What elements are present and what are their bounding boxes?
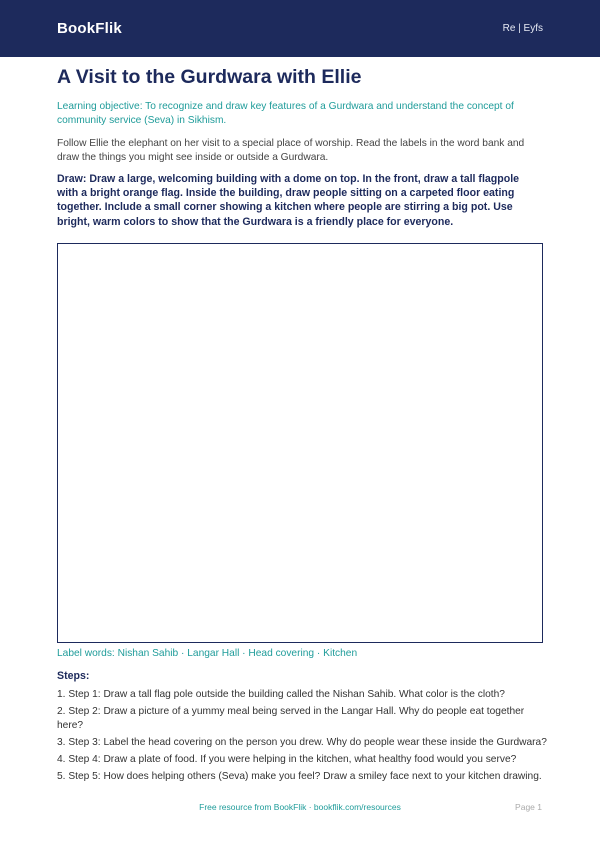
brand-logo[interactable]: BookFlik (57, 20, 122, 37)
learning-objective: Learning objective: To recognize and draw key features of a Gurdwara and understand the concept of community service (Seva) in Sikhism. (57, 101, 514, 126)
intro-text: Follow Ellie the elephant on her visit to a special place of worship. Read the labels in the word bank and draw the things you might see inside or outside a Gurdwara. (57, 138, 525, 163)
step-item: 1. Step 1: Draw a tall flag pole outside the building called the Nishan Sahib. What color is the cloth? (57, 689, 505, 700)
steps-list (57, 688, 547, 787)
drawing-area[interactable] (57, 243, 543, 643)
step-item: 2. Step 2: Draw a picture of a yummy meal being served in the Langar Hall. Why do people eat together here? (57, 705, 525, 731)
page-title: A Visit to the Gurdwara with Ellie (57, 66, 362, 88)
subject-level-label: Re | Eyfs (502, 23, 543, 34)
page-number: Page 1 (515, 802, 542, 812)
label-word-bank: Label words: Nishan Sahib · Langar Hall · Head covering · Kitchen (57, 648, 358, 659)
step-item: 3. Step 3: Label the head covering on the person you drew. Why do people wear these inside the Gurdwara? (57, 736, 547, 748)
step-item: 4. Step 4: Draw a plate of food. If you were helping in the kitchen, what healthy food would you serve? (57, 753, 517, 765)
footer-resource-link[interactable]: Free resource from BookFlik · bookflik.com/resources (199, 802, 401, 812)
top-header-bar (0, 0, 600, 57)
step-item: 5. Step 5: How does helping others (Seva) make you feel? Draw a smiley face next to your kitchen drawing. (57, 770, 542, 782)
draw-prompt: Draw: Draw a large, welcoming building with a dome on top. In the front, draw a tall flagpole with a bright orange flag. Inside the building, draw people sitting on a carpeted floor eating together. Include a small corner showing a kitchen where people are stirring a big pot. Use bright, warm colors to show that the Gurdwara is a friendly place for everyone. (57, 173, 520, 228)
steps-heading: Steps: (57, 670, 90, 682)
